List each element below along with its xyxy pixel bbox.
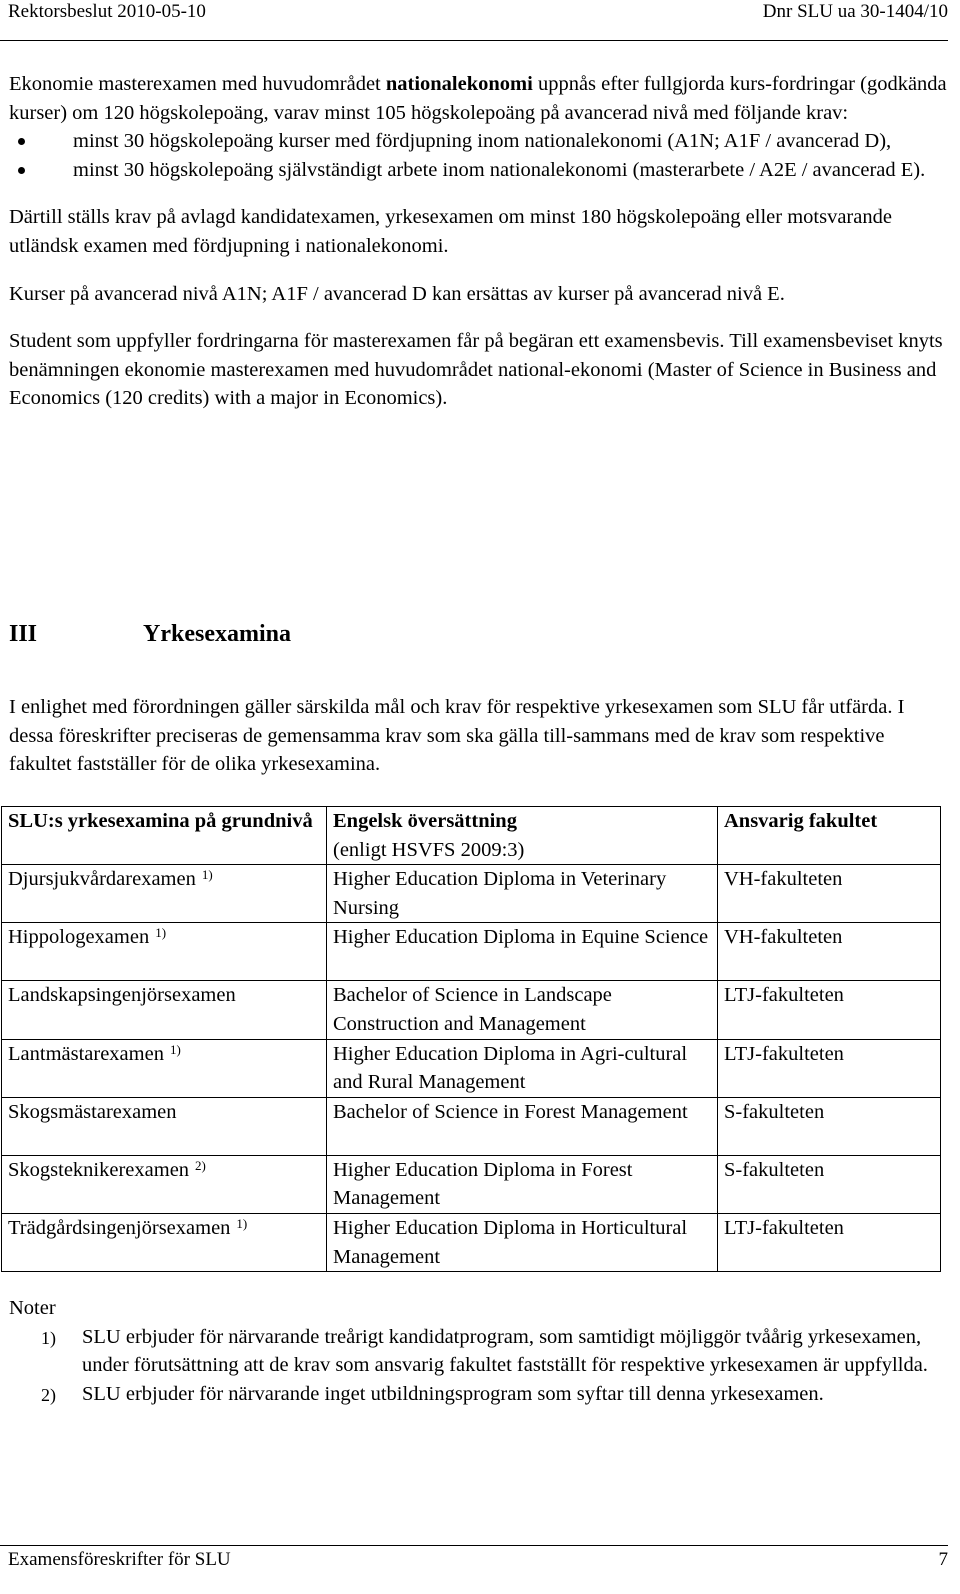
header-decision-date: Rektorsbeslut 2010-05-10 [8, 1, 206, 22]
list-item: minst 30 högskolepoäng självständigt arbete inom nationalekonomi (masterarbete / A2E / avancerad E). [9, 156, 949, 185]
page-footer [0, 1545, 948, 1594]
header-reference-number: Dnr SLU ua 30-1404/10 [762, 1, 948, 22]
notes-label: Noter [9, 1297, 56, 1319]
footer-document-title: Examensföreskrifter för SLU [8, 1549, 231, 1570]
degree-requirements [9, 70, 949, 413]
note-item [9, 1323, 939, 1380]
major-name: nationalekonomi [385, 73, 533, 95]
section-title: Yrkesexamina [143, 621, 291, 647]
footnote-ref: 1) [155, 925, 167, 941]
page-number: 7 [938, 1549, 948, 1570]
list-item: minst 30 högskolepoäng kurser med fördjupning inom nationalekonomi (A1N; A1F / avancerad D), [9, 127, 949, 156]
header-translation: Engelsk översättning (enligt HSVFS 2009:3) [327, 807, 718, 865]
table-header-row [2, 807, 941, 865]
footnote-ref: 1) [201, 867, 213, 883]
responsible-faculty: S-fakulteten [718, 1097, 941, 1155]
english-translation: Higher Education Diploma in Agri-cultural and Rural Management [327, 1039, 718, 1097]
english-translation: Higher Education Diploma in Horticultural Management [327, 1213, 718, 1271]
degree-name: Skogsmästarexamen [2, 1097, 327, 1155]
professional-degrees-table [1, 806, 941, 1272]
degree-name: Djursjukvårdarexamen $^{1)}$ [2, 865, 327, 923]
note-item [9, 1380, 939, 1409]
degree-name: Lantmästarexamen $^{1)}$ [2, 1039, 327, 1097]
prerequisite-paragraph: Därtill ställs krav på avlagd kandidatexamen, yrkesexamen om minst 180 högskolepoäng eller motsvarande utländsk examen med fördjupning i nationalekonomi. [9, 206, 892, 257]
degree-name: Trädgårdsingenjörsexamen $^{1)}$ [2, 1213, 327, 1271]
responsible-faculty: VH-fakulteten [718, 865, 941, 923]
substitution-paragraph: Kurser på avancerad nivå A1N; A1F / avancerad D kan ersättas av kurser på avancerad nivå E. [9, 282, 785, 305]
section-number: III [9, 621, 38, 647]
table-row [2, 923, 941, 981]
english-translation: Higher Education Diploma in Veterinary Nursing [327, 865, 718, 923]
responsible-faculty: LTJ-fakulteten [718, 1039, 941, 1097]
responsible-faculty: VH-fakulteten [718, 923, 941, 981]
requirements-paragraph: Ekonomie masterexamen med huvudområdet nationalekonomi uppnås efter fullgjorda kurs-fordringar (godkända kurser) om 120 högskolepoäng, varav minst 105 högskolepoäng på avancerad nivå med följande krav: [9, 73, 947, 124]
bullet-icon [18, 138, 25, 145]
requirement-list [9, 127, 949, 184]
diploma-paragraph: Student som uppfyller fordringarna för masterexamen får på begäran ett examensbevis. Till examensbeviset knyts benämningen ekonomie masterexamen med huvudområdet national-ekonomi (Master of Science in Business and Economics (120 credits) with a major in Economics). [9, 330, 943, 410]
footnote-ref: 1) [236, 1215, 248, 1231]
section-intro: I enlighet med förordningen gäller särskilda mål och krav för respektive yrkesexamen som SLU får utfärda. I dessa föreskrifter preciseras de gemensamma krav som ska gälla till-sammans med de krav som respektive fakultet fastställer för de olika yrkesexamina. [9, 696, 905, 776]
table-row [2, 1097, 941, 1155]
table-row [2, 1039, 941, 1097]
note-text: SLU erbjuder för närvarande inget utbildningsprogram som syftar till denna yrkesexamen. [82, 1382, 824, 1405]
footnote-ref: 2) [195, 1157, 206, 1173]
english-translation: Bachelor of Science in Landscape Construction and Management [327, 981, 718, 1039]
header-faculty: Ansvarig fakultet [718, 807, 941, 865]
table-row [2, 865, 941, 923]
footnote-ref: 1) [169, 1041, 181, 1057]
note-text: SLU erbjuder för närvarande treårigt kandidatprogram, som samtidigt möjliggör tvåårig yrkesexamen, under förutsättning att de krav som ansvarig fakultet fastställt för respektive yrkesexamen är uppfyllda. [82, 1325, 928, 1377]
degree-name: Skogsteknikerexamen $^{2)}$ [2, 1155, 327, 1213]
responsible-faculty: LTJ-fakulteten [718, 981, 941, 1039]
note-number: 2) [41, 1384, 56, 1405]
page-header [0, 0, 948, 41]
table-row [2, 1155, 941, 1213]
table-row [2, 1213, 941, 1271]
header-degree: SLU:s yrkesexamina på grundnivå [2, 807, 327, 865]
english-translation: Higher Education Diploma in Forest Management [327, 1155, 718, 1213]
bullet-icon [18, 167, 25, 174]
responsible-faculty: S-fakulteten [718, 1155, 941, 1213]
english-translation: Higher Education Diploma in Equine Science [327, 923, 718, 981]
degree-name: Landskapsingenjörsexamen [2, 981, 327, 1039]
degree-name: Hippologexamen $^{1)}$ [2, 923, 327, 981]
table-row [2, 981, 941, 1039]
notes-section [9, 1294, 939, 1408]
note-number: 1) [41, 1327, 56, 1348]
responsible-faculty: LTJ-fakulteten [718, 1213, 941, 1271]
english-translation: Bachelor of Science in Forest Management [327, 1097, 718, 1155]
